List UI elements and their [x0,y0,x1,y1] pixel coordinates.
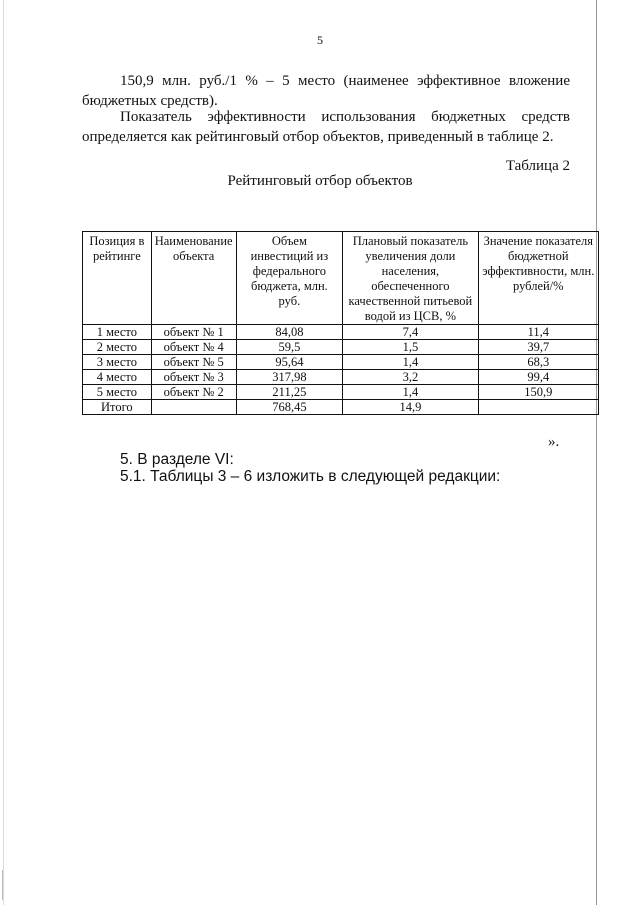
cell-position: 1 место [83,325,152,340]
section-heading: 5. В разделе VI: [120,451,234,468]
table-caption: Таблица 2 [505,158,570,174]
paragraph-text: Показатель эффективности использования бюджетных средств определяется как рейтинговый отбор объектов, приведенный в таблице 2. [82,109,570,145]
cell-object: объект № 3 [151,370,236,385]
page-left-edge [3,0,4,905]
cell-investment: 95,64 [236,355,343,370]
cell-object: объект № 5 [151,355,236,370]
table-row [83,355,599,370]
cell-efficiency: 39,7 [478,340,598,355]
cell-indicator: 1,5 [343,340,478,355]
cell-investment: 317,98 [236,370,343,385]
total-efficiency-empty [478,400,598,415]
paragraph-efficiency-place [82,71,570,111]
cell-object: объект № 1 [151,325,236,340]
page-number: 5 [317,33,323,47]
cell-object: объект № 2 [151,385,236,400]
cell-position: 3 место [83,355,152,370]
header-position: Позиция в рейтинге [83,232,152,325]
cell-investment: 211,25 [236,385,343,400]
table-header-row [83,232,599,325]
cell-indicator: 7,4 [343,325,478,340]
table-row [83,370,599,385]
section-item: 5.1. Таблицы 3 – 6 изложить в следующей редакции: [120,468,501,485]
binding-mark [2,870,9,900]
table-row [83,385,599,400]
total-object-empty [151,400,236,415]
cell-efficiency: 11,4 [478,325,598,340]
cell-efficiency: 99,4 [478,370,598,385]
header-efficiency: Значение показателя бюджетной эффективности, млн. рублей/% [478,232,598,325]
total-indicator: 14,9 [343,400,478,415]
cell-position: 5 место [83,385,152,400]
table-row [83,340,599,355]
header-planned-indicator: Плановый показатель увеличения доли населения, обеспеченного качественной питьевой водой из ЦСВ, % [343,232,478,325]
cell-investment: 59,5 [236,340,343,355]
cell-object: объект № 4 [151,340,236,355]
cell-investment: 84,08 [236,325,343,340]
table-title: Рейтинговый отбор объектов [227,173,413,189]
total-investment: 768,45 [236,400,343,415]
cell-efficiency: 150,9 [478,385,598,400]
rating-table [82,231,599,415]
header-investment: Объем инвестиций из федерального бюджета, млн. руб. [236,232,343,325]
cell-position: 4 место [83,370,152,385]
cell-indicator: 3,2 [343,370,478,385]
paragraph-efficiency-definition [82,107,570,147]
table-total-row [83,400,599,415]
closing-quote: ». [548,434,560,450]
cell-efficiency: 68,3 [478,355,598,370]
cell-indicator: 1,4 [343,385,478,400]
paragraph-text: 150,9 млн. руб./1 % – 5 место (наименее эффективное вложение бюджетных средств). [82,73,570,109]
page-right-edge [596,0,597,905]
total-label: Итого [83,400,152,415]
table-row [83,325,599,340]
header-object-name: Наименование объекта [151,232,236,325]
cell-indicator: 1,4 [343,355,478,370]
cell-position: 2 место [83,340,152,355]
